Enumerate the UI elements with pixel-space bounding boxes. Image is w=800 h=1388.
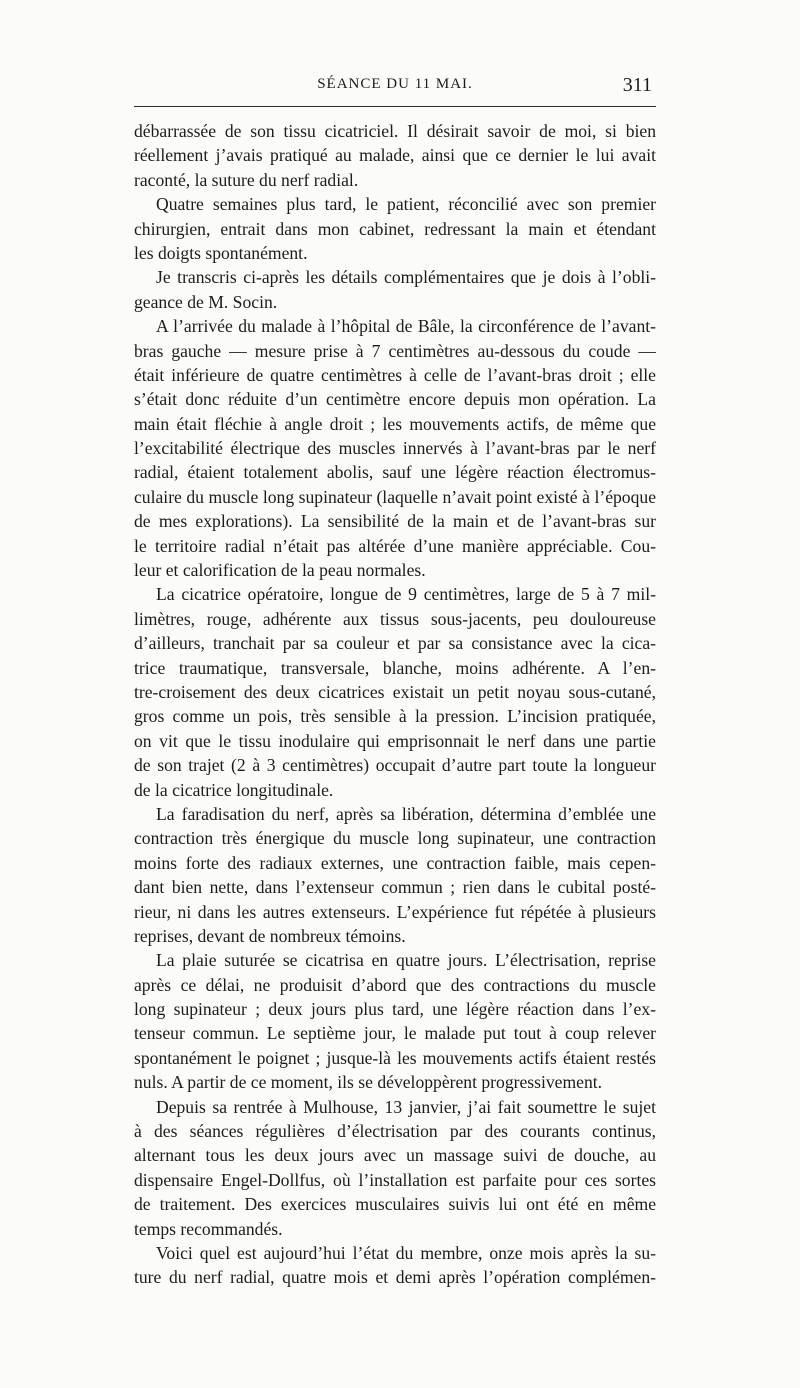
text-line: tre-croisement des deux cicatrices existait un petit noyau sous-cutané, [134, 681, 656, 702]
text-line: Quatre semaines plus tard, le patient, réconcilié avec son premier [156, 194, 656, 215]
text-line: dant bien nette, dans l’extenseur commun ; rien dans le cubital posté- [134, 877, 656, 898]
text-line: tenseur commun. Le septième jour, le malade put tout à coup relever [134, 1023, 656, 1044]
text-line: était inférieure de quatre centimètres à celle de l’avant-bras droit ; elle [134, 364, 656, 385]
page-number: 311 [622, 74, 652, 96]
text-line: A l’arrivée du malade à l’hôpital de Bâle, la circonférence de l’avant- [156, 316, 656, 337]
text-line: contraction très énergique du muscle long supinateur, une contraction [134, 828, 656, 849]
text-line: réellement j’avais pratiqué au malade, ainsi que ce dernier le lui avait [134, 145, 656, 166]
text-line: raconté, la suture du nerf radial. [134, 169, 359, 190]
text-line: main était fléchie à angle droit ; les mouvements actifs, de même que [134, 413, 656, 434]
text-line: on vit que le tissu inodulaire qui emprisonnait le nerf dans une partie [134, 730, 656, 751]
text-line: s’était donc réduite d’un centimètre encore depuis mon opération. La [134, 389, 656, 410]
running-head: SÉANCE DU 11 MAI. [317, 76, 473, 92]
text-line: de la cicatrice longitudinale. [134, 779, 334, 800]
text-line: gros comme un pois, très sensible à la pression. L’incision pratiquée, [134, 706, 656, 727]
text-line: Depuis sa rentrée à Mulhouse, 13 janvier, j’ai fait soumettre le sujet [156, 1096, 656, 1117]
text-line: l’excitabilité électrique des muscles innervés à l’avant-bras par le nerf [134, 438, 656, 459]
text-line: nuls. A partir de ce moment, ils se développèrent progressivement. [134, 1072, 603, 1093]
body-text [134, 119, 656, 1290]
text-line: après ce délai, ne produisit d’abord que des contractions du muscle [134, 974, 656, 995]
header-rule [134, 106, 656, 107]
text-line: radial, étaient totalement abolis, sauf une légère réaction électromus- [134, 462, 656, 483]
text-line: Voici quel est aujourd’hui l’état du membre, onze mois après la su- [156, 1242, 656, 1263]
text-line: La plaie suturée se cicatrisa en quatre jours. L’électrisation, reprise [156, 950, 656, 971]
text-line: alternant tous les deux jours avec un massage suivi de douche, au [134, 1145, 656, 1166]
text-line: culaire du muscle long supinateur (laquelle n’avait point existé à l’époque [134, 486, 656, 507]
text-line: le territoire radial n’était pas altérée d’une manière appréciable. Cou- [134, 535, 656, 556]
text-line: moins forte des radiaux externes, une contraction faible, mais cepen- [134, 852, 656, 873]
text-line: les doigts spontanément. [134, 242, 308, 263]
text-line: temps recommandés. [134, 1218, 283, 1239]
text-line: de son trajet (2 à 3 centimètres) occupait d’autre part toute la longueur [134, 755, 656, 776]
text-line: geance de M. Socin. [134, 291, 278, 312]
text-line: reprises, devant de nombreux témoins. [134, 925, 406, 946]
text-line: trice traumatique, transversale, blanche, moins adhérente. A l’en- [134, 657, 656, 678]
text-line: limètres, rouge, adhérente aux tissus sous-jacents, peu douloureuse [134, 608, 656, 629]
text-line: long supinateur ; deux jours plus tard, une légère réaction dans l’ex- [134, 999, 656, 1020]
text-line: ture du nerf radial, quatre mois et demi après l’opération complémen- [134, 1267, 656, 1288]
text-line: Je transcris ci-après les détails complémentaires que je dois à l’obli- [156, 267, 656, 288]
text-line: d’ailleurs, tranchait par sa couleur et par sa consistance avec la cica- [134, 633, 656, 654]
text-line: bras gauche — mesure prise à 7 centimètres au-dessous du coude — [134, 340, 656, 361]
text-line: débarrassée de son tissu cicatriciel. Il désirait savoir de moi, si bien [134, 121, 656, 141]
text-line: de mes explorations). La sensibilité de la main et de l’avant-bras sur [134, 511, 656, 532]
text-line: La faradisation du nerf, après sa libération, détermina d’emblée une [156, 803, 656, 824]
text-line: à des séances régulières d’électrisation par des courants continus, [134, 1121, 656, 1142]
text-line: dispensaire Engel-Dollfus, où l’installation est parfaite pour ces sortes [134, 1169, 656, 1190]
text-line: La cicatrice opératoire, longue de 9 centimètres, large de 5 à 7 mil- [156, 584, 656, 605]
page-header [134, 74, 656, 98]
text-line: chirurgien, entrait dans mon cabinet, redressant la main et étendant [134, 218, 656, 239]
text-line: rieur, ni dans les autres extenseurs. L’expérience fut répétée à plusieurs [134, 901, 656, 922]
text-line: leur et calorification de la peau normales. [134, 560, 426, 581]
text-line: de traitement. Des exercices musculaires suivis lui ont été en même [134, 1194, 656, 1215]
text-line: spontanément le poignet ; jusque-là les mouvements actifs étaient restés [134, 1047, 656, 1068]
